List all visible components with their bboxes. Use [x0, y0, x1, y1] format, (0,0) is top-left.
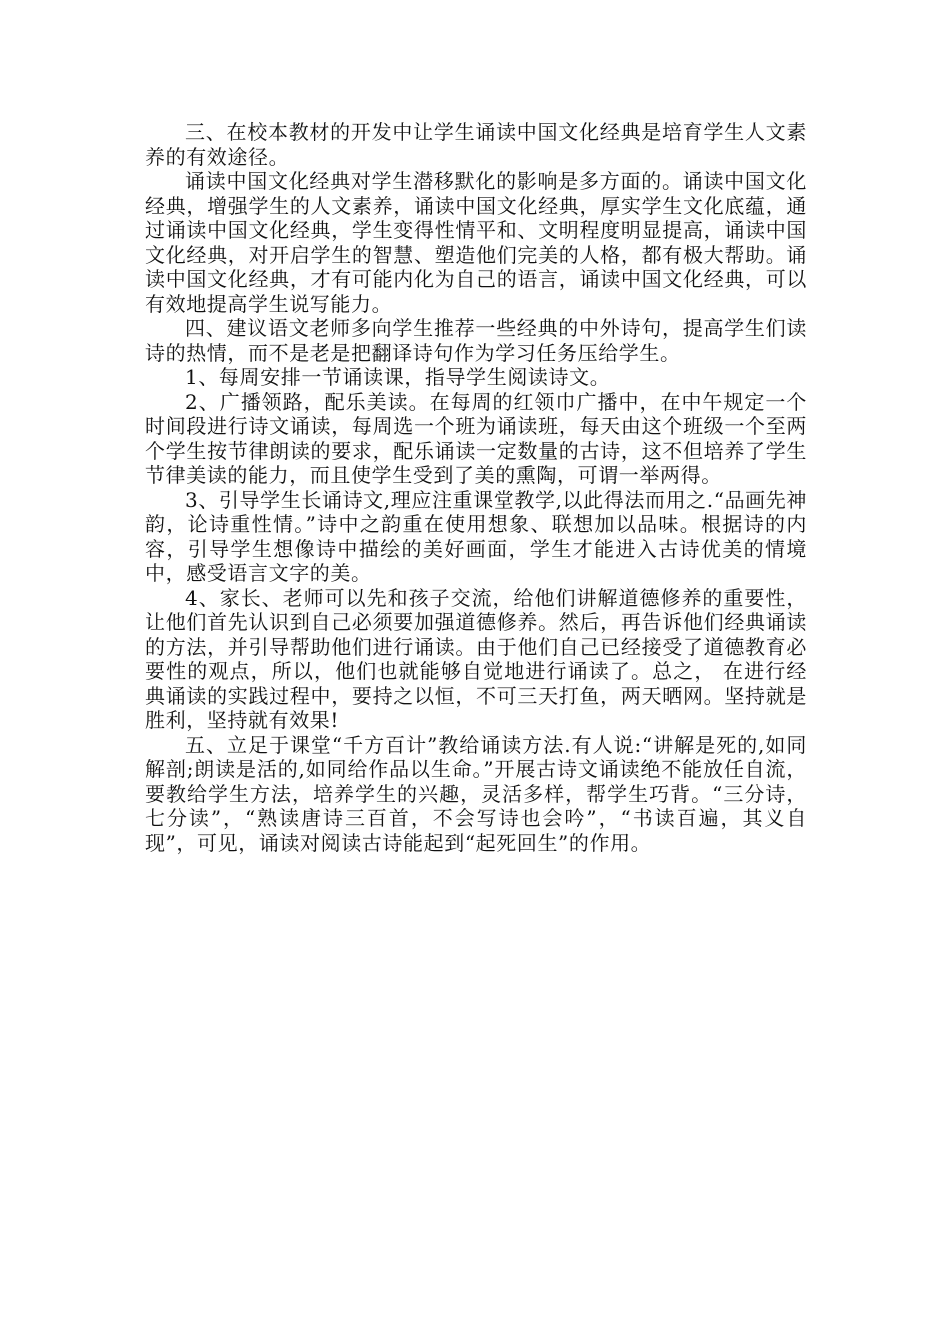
- list-item-3: 3、引导学生长诵诗文,理应注重课堂教学,以此得法而用之.“品画先神韵，论诗重性情。”诗中之韵重在使用想象、联想加以品味。根据诗的内容，引导学生想像诗中描绘的美好画面，学生才能进入古诗优美的情境中，感受语言文字的美。: [145, 487, 807, 585]
- section-heading-four: 四、建议语文老师多向学生推荐一些经典的中外诗句，提高学生们读诗的热情，而不是老是把翻译诗句作为学习任务压给学生。: [145, 316, 807, 365]
- body-paragraph: 诵读中国文化经典对学生潜移默化的影响是多方面的。诵读中国文化经典，增强学生的人文素养，诵读中国文化经典，厚实学生文化底蕴，通过诵读中国文化经典，学生变得性情平和、文明程度明显提高，诵读中国文化经典，对开启学生的智慧、塑造他们完美的人格，都有极大帮助。诵读中国文化经典，才有可能内化为自己的语言，诵读中国文化经典，可以有效地提高学生说写能力。: [145, 169, 807, 316]
- list-item-1: 1、每周安排一节诵读课，指导学生阅读诗文。: [185, 365, 611, 389]
- list-item-4: 4、家长、老师可以先和孩子交流，给他们讲解道德修养的重要性，让他们首先认识到自己必须要加强道德修养。然后，再告诉他们经典诵读的方法，并引导帮助他们进行诵读。由于他们自己已经接受了道德教育必要性的观点，所以，他们也就能够自觉地进行诵读了。总之， 在进行经典诵读的实践过程中，要持之以恒，不可三天打鱼，两天晒网。坚持就是胜利，坚持就有效果!: [145, 585, 807, 732]
- section-heading-five: 五、立足于课堂“千方百计”教给诵读方法.有人说:“讲解是死的,如同解剖;朗读是活的,如同给作品以生命。”开展古诗文诵读绝不能放任自流，要教给学生方法，培养学生的兴趣，灵活多样，帮学生巧背。“三分诗，七分读”，“熟读唐诗三百首，不会写诗也会吟”，“书读百遍，其义自现”，可见，诵读对阅读古诗能起到“起死回生”的作用。: [145, 732, 807, 855]
- list-item-2: 2、广播领路，配乐美读。在每周的红领巾广播中，在中午规定一个时间段进行诗文诵读，每周选一个班为诵读班，每天由这个班级一个至两个学生按节律朗读的要求，配乐诵读一定数量的古诗，这不但培养了学生节律美读的能力，而且使学生受到了美的熏陶，可谓一举两得。: [145, 389, 807, 487]
- section-heading-three: 三、在校本教材的开发中让学生诵读中国文化经典是培育学生人文素养的有效途径。: [145, 120, 807, 169]
- document-body: [145, 120, 807, 855]
